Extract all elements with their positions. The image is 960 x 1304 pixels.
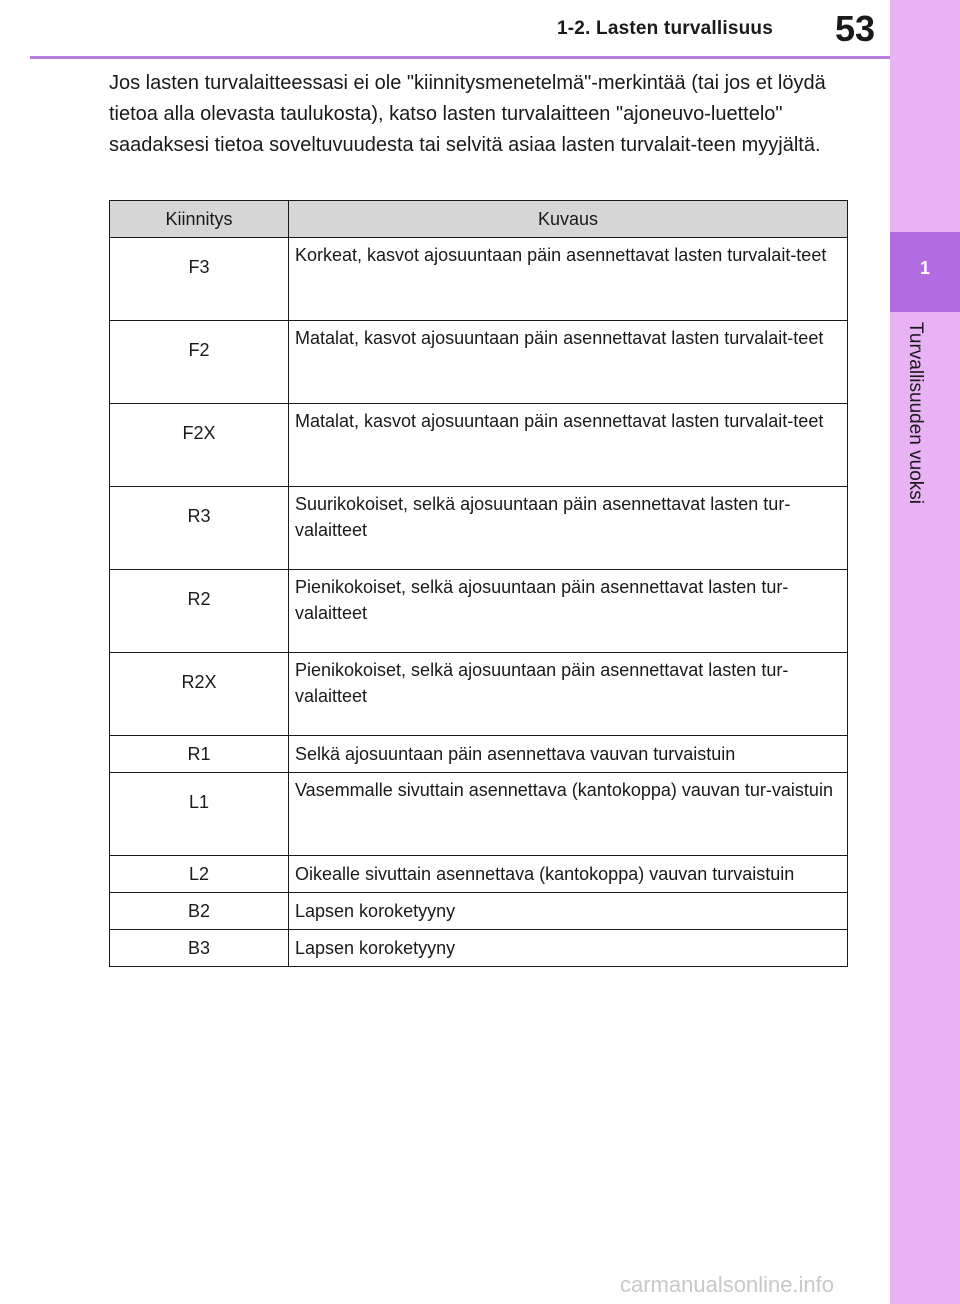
page-number: 53 (834, 8, 876, 49)
chapter-number: 1 (919, 258, 930, 278)
mounting-description: Pienikokoiset, selkä ajosuuntaan päin asennettavat lasten tur-valaitteet (289, 653, 848, 736)
table-row (110, 487, 848, 570)
table-row (110, 653, 848, 736)
chapter-side-tab (890, 0, 960, 1304)
mounting-description: Korkeat, kasvot ajosuuntaan päin asennettavat lasten turvalait-teet (289, 238, 848, 321)
table-header-row (110, 201, 848, 238)
table-row (110, 736, 848, 773)
mounting-code: B2 (110, 893, 289, 930)
mounting-description: Vasemmalle sivuttain asennettava (kantokoppa) vauvan tur-vaistuin (289, 773, 848, 856)
table-row (110, 856, 848, 893)
column-header-description: Kuvaus (289, 201, 848, 238)
mounting-code: F3 (110, 238, 289, 321)
mounting-code: F2X (110, 404, 289, 487)
mounting-code: B3 (110, 930, 289, 967)
table-row (110, 893, 848, 930)
mounting-description: Matalat, kasvot ajosuuntaan päin asennettavat lasten turvalait-teet (289, 321, 848, 404)
watermark: carmanualsonline.info (620, 1272, 835, 1297)
mounting-description: Selkä ajosuuntaan päin asennettava vauvan turvaistuin (289, 736, 848, 773)
mounting-code: F2 (110, 321, 289, 404)
chapter-title: Turvallisuuden vuoksi (905, 322, 926, 504)
mounting-code: R2X (110, 653, 289, 736)
table-row (110, 321, 848, 404)
mounting-description: Suurikokoiset, selkä ajosuuntaan päin asennettavat lasten tur-valaitteet (289, 487, 848, 570)
mounting-code: R3 (110, 487, 289, 570)
table-row (110, 404, 848, 487)
section-title: 1-2. Lasten turvallisuus (557, 18, 773, 39)
table-row (110, 773, 848, 856)
mounting-code: L1 (110, 773, 289, 856)
table-row (110, 238, 848, 321)
table-row (110, 930, 848, 967)
column-header-mounting: Kiinnitys (110, 201, 289, 238)
mounting-description: Lapsen koroketyyny (289, 930, 848, 967)
mounting-type-table (109, 200, 848, 967)
mounting-description: Lapsen koroketyyny (289, 893, 848, 930)
mounting-code: R2 (110, 570, 289, 653)
intro-paragraph: Jos lasten turvalaitteessasi ei ole "kiinnitysmenetelmä"-merkintää (tai jos et löydä tietoa alla olevasta taulukosta), katso lasten turvalaitteen "ajoneuvo-luettelo" saadaksesi tietoa soveltuvuudesta tai selvitä asiaa lasten turvalait-teen myyjältä. (109, 72, 826, 156)
mounting-code: R1 (110, 736, 289, 773)
table-row (110, 570, 848, 653)
mounting-description: Matalat, kasvot ajosuuntaan päin asennettavat lasten turvalait-teet (289, 404, 848, 487)
mounting-code: L2 (110, 856, 289, 893)
mounting-description: Oikealle sivuttain asennettava (kantokoppa) vauvan turvaistuin (289, 856, 848, 893)
mounting-description: Pienikokoiset, selkä ajosuuntaan päin asennettavat lasten tur-valaitteet (289, 570, 848, 653)
header-divider (30, 56, 890, 59)
